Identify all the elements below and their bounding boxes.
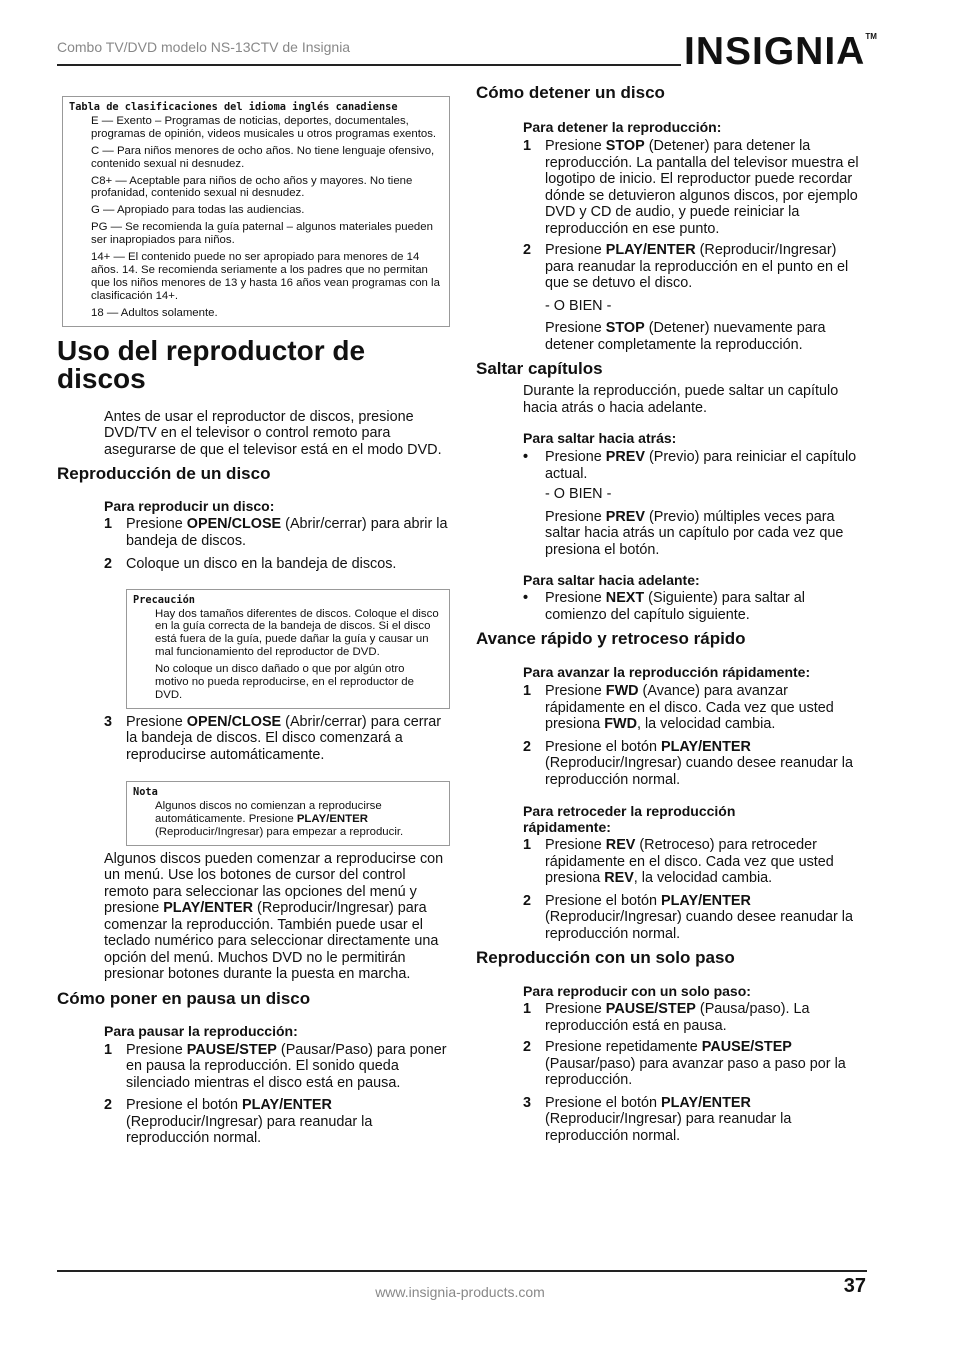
step-number: 2 [523, 242, 532, 258]
step-text: Presione OPEN/CLOSE (Abrir/cerrar) para abrir la bandeja de discos. [126, 516, 448, 549]
ratings-box-title: Tabla de clasificaciones del idioma inglés canadiense [69, 101, 398, 113]
bullet: • [523, 590, 529, 606]
step-number: 2 [523, 892, 532, 909]
section-heading-fast: Avance rápido y retroceso rápido [476, 629, 746, 648]
left-column [57, 96, 450, 1147]
step-text: Presione PLAY/ENTER (Reproducir/Ingresar) para reanudar la reproducción en el punto en el que se detuvo el disco. [545, 242, 849, 291]
or-text: - O BIEN - [545, 297, 612, 314]
fast-rev-step-2 [523, 893, 868, 943]
logo-tm: TM [865, 32, 877, 41]
step-text: Presione el botón PLAY/ENTER (Reproducir/Ingresar) para reanudar la reproducción normal. [545, 1094, 792, 1144]
stop-step-2 [523, 242, 868, 292]
stop-step-1 [523, 138, 868, 237]
section-heading-single: Reproducción con un solo paso [476, 948, 735, 967]
step-number: 1 [104, 1041, 113, 1058]
rating-item: 14+ — El contenido puede no ser apropiado para menores de 14 años. 14. Se recomienda seriamente a los padres que no permitan que los niños menores de 13 y hasta 16 años vean programas con la clasificación 14+. [91, 251, 440, 302]
skip-fwd-subheading: Para saltar hacia adelante: [523, 572, 700, 588]
intro-text: Antes de usar el reproductor de discos, presione DVD/TV en el televisor o control remoto para asegurarse de que el televisor está en el modo DVD. [104, 408, 442, 458]
step-number: 2 [104, 1097, 113, 1114]
insignia-logo [684, 30, 877, 74]
caution-text: Hay dos tamaños diferentes de discos. Coloque el disco en la guía correcta de la bandeja de discos. Si el disco está fuera de la guía, puede dañar la guía y causar un mal funcionamiento del reproductor de DVD. [155, 607, 439, 659]
section-heading-skip: Saltar capítulos [476, 359, 603, 378]
step-text: Presione el botón PLAY/ENTER (Reproducir/Ingresar) cuando desee reanudar la reproducción normal. [545, 738, 853, 788]
step-text: Presione PAUSE/STEP (Pausar/Paso) para poner en pausa la reproducción. El sonido queda silenciado mientras el disco está en pausa. [126, 1041, 447, 1091]
step-text: Presione PAUSE/STEP (Pausa/paso). La reproducción está en pausa. [545, 1001, 810, 1034]
step-text: Presione repetidamente PAUSE/STEP (Pausar/paso) para avanzar paso a paso por la reproducción. [545, 1039, 846, 1088]
fast-rev-subheading: Para retroceder la reproducción rápidamente: [523, 803, 736, 835]
header-title: Combo TV/DVD modelo NS-13CTV de Insignia [57, 39, 351, 55]
step-text: Presione STOP (Detener) para detener la reproducción. La pantalla del televisor muestra el logotipo de inicio. El reproductor puede recordar dónde se detuvieron algunos discos, por ejemplo DVD y CD de audio, y puede reiniciar la reproducción en ese punto. [545, 138, 859, 237]
fast-fwd-subheading: Para avanzar la reproducción rápidamente: [523, 664, 811, 680]
step-number: 2 [104, 556, 113, 573]
step-number: 1 [523, 837, 532, 853]
right-column [476, 83, 868, 1144]
step-text: Presione REV (Retroceso) para retroceder rápidamente en el disco. Cada vez que usted presiona REV, la velocidad cambia. [545, 837, 834, 886]
step-number: 1 [104, 516, 113, 533]
skip-back-subheading: Para saltar hacia atrás: [523, 430, 677, 446]
step-text: Presione OPEN/CLOSE (Abrir/cerrar) para cerrar la bandeja de discos. El disco comenzará a reproducirse automáticamente. [126, 713, 442, 763]
single-step-2 [523, 1039, 868, 1089]
step-number: 1 [523, 1001, 532, 1017]
skip-intro: Durante la reproducción, puede saltar un capítulo hacia atrás o hacia adelante. [523, 383, 839, 416]
step-number: 3 [104, 713, 113, 730]
note-title: Nota [133, 786, 158, 799]
page-number: 37 [843, 1275, 866, 1297]
step-number: 1 [523, 138, 532, 154]
footer-url: www.insignia-products.com [375, 1284, 545, 1300]
caution-box [126, 589, 450, 709]
pause-subheading: Para pausar la reproducción: [104, 1022, 298, 1039]
ratings-box [62, 96, 450, 327]
rating-item: E — Exento – Programas de noticias, deportes, documentales, programas de opinión, videos musicales u otros programas exentos. [91, 114, 437, 140]
pause-step-1 [104, 1042, 450, 1092]
step-text: Presione NEXT (Siguiente) para saltar al comienzo del capítulo siguiente. [545, 590, 805, 623]
fast-fwd-step-2 [523, 739, 868, 789]
step-text: Presione FWD (Avance) para avanzar rápidamente en el disco. Cada vez que usted presiona FWD, la velocidad cambia. [545, 683, 834, 732]
single-step-1 [523, 1001, 868, 1034]
rating-item: PG — Se recomienda la guía paternal – algunos materiales pueden ser inapropiados para niños. [91, 221, 433, 247]
step-number: 3 [523, 1094, 532, 1111]
stop-alt-text: Presione STOP (Detener) nuevamente para detener completamente la reproducción. [545, 320, 826, 353]
or-text: - O BIEN - [545, 486, 612, 502]
section-heading-play: Reproducción de un disco [57, 464, 271, 484]
step-text: Presione PREV (Previo) para reiniciar el capítulo actual. [545, 449, 857, 482]
pause-step-2 [104, 1097, 450, 1147]
bullet: • [523, 449, 529, 465]
rating-item: 18 — Adultos solamente. [91, 306, 218, 319]
page-title: Uso del reproductor de discos [57, 334, 366, 394]
play-step-3 [104, 714, 450, 764]
logo-text: INSIGNIA [684, 30, 866, 73]
step-text: Coloque un disco en la bandeja de discos. [126, 556, 397, 573]
play-subheading: Para reproducir un disco: [104, 498, 275, 515]
note-text: Algunos discos no comienzan a reproducirse automáticamente. Presione PLAY/ENTER (Reproducir/Ingresar) para empezar a reproducir. [155, 800, 404, 839]
section-heading-stop: Cómo detener un disco [476, 83, 665, 102]
step-text: Presione el botón PLAY/ENTER (Reproducir/Ingresar) para reanudar la reproducción normal. [126, 1097, 373, 1147]
rating-item: G — Apropiado para todas las audiencias. [91, 204, 305, 217]
footer-rule [57, 1270, 867, 1272]
skip-back-alt: Presione PREV (Previo) múltiples veces para saltar hacia atrás un capítulo por cada vez que presiona el botón. [545, 508, 844, 558]
step-number: 2 [523, 738, 532, 755]
skip-back-item [523, 449, 868, 482]
single-step-3 [523, 1095, 868, 1145]
rating-item: C8+ — Aceptable para niños de ocho años y mayores. No tiene profanidad, contenido sexual ni desnudez. [91, 174, 413, 200]
menu-text: Algunos discos pueden comenzar a reproducirse con un menú. Use los botones de cursor del control remoto para seleccionar las opciones del menú y presione PLAY/ENTER (Reproducir/Ingresar) para comenzar la reproducción. También puede usar el teclado numérico para seleccionar directamente una opción del menú. Muchos DVD no le permitirán presionar botones durante la puesta en marcha. [104, 850, 444, 983]
header-rule [57, 64, 681, 66]
step-number: 1 [523, 683, 532, 699]
play-step-2 [104, 556, 450, 573]
note-box [126, 781, 450, 846]
caution-title: Precaución [133, 593, 195, 606]
skip-fwd-item [523, 590, 868, 623]
step-text: Presione el botón PLAY/ENTER (Reproducir/Ingresar) cuando desee reanudar la reproducción normal. [545, 892, 853, 942]
caution-text: No coloque un disco dañado o que por algún otro motivo no pueda reproducirse, en el reproductor de DVD. [155, 663, 414, 701]
step-number: 2 [523, 1039, 532, 1055]
play-step-1 [104, 516, 450, 549]
rating-item: C — Para niños menores de ocho años. No tiene lenguaje ofensivo, contenido sexual ni desnudez. [91, 144, 435, 170]
fast-fwd-step-1 [523, 683, 868, 733]
single-subheading: Para reproducir con un solo paso: [523, 983, 751, 999]
section-heading-pause: Cómo poner en pausa un disco [57, 988, 311, 1008]
stop-subheading: Para detener la reproducción: [523, 119, 722, 135]
fast-rev-step-1 [523, 837, 868, 887]
